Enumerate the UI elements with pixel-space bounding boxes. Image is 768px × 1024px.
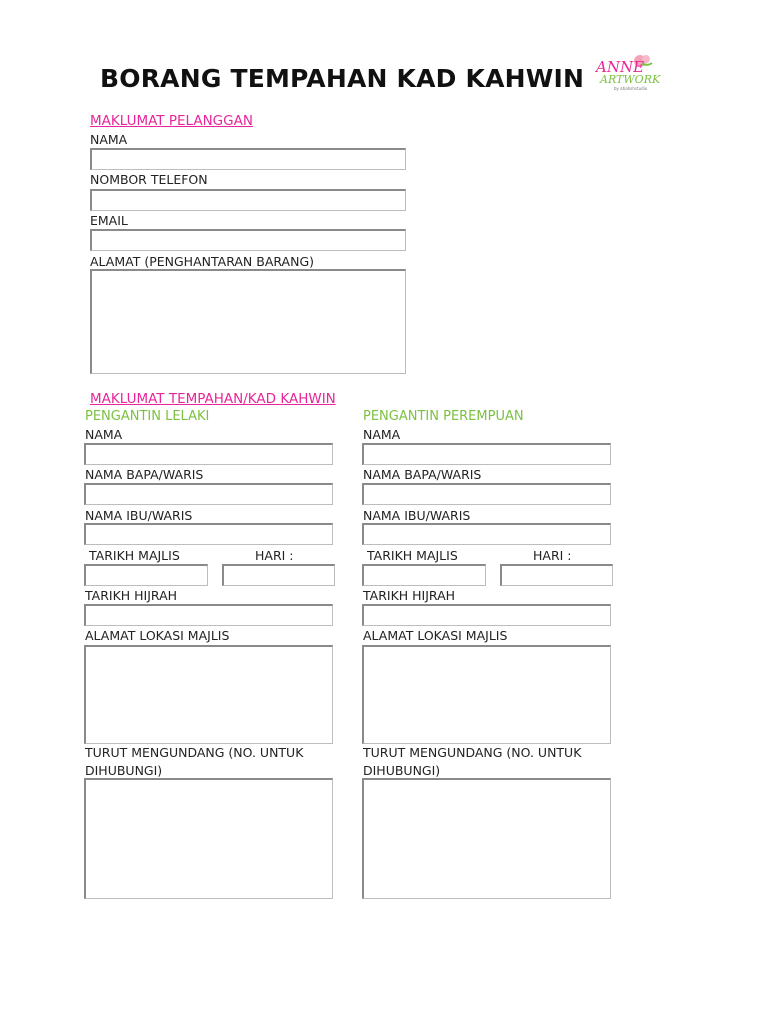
customer-email-label: EMAIL bbox=[90, 213, 128, 228]
bride-day-field[interactable] bbox=[500, 564, 613, 586]
customer-phone-field[interactable] bbox=[90, 189, 406, 211]
groom-day-label: HARI : bbox=[255, 548, 294, 563]
bride-mother-field[interactable] bbox=[362, 523, 611, 545]
bride-hijri-label: TARIKH HIJRAH bbox=[363, 588, 456, 603]
groom-venue-label: ALAMAT LOKASI MAJLIS bbox=[85, 628, 230, 643]
bride-date-label: TARIKH MAJLIS bbox=[367, 548, 458, 563]
bride-hijri-field[interactable] bbox=[362, 604, 611, 626]
bride-venue-field[interactable] bbox=[362, 645, 611, 744]
bride-day-label: HARI : bbox=[533, 548, 572, 563]
groom-venue-field[interactable] bbox=[84, 645, 333, 744]
bride-name-label: NAMA bbox=[363, 427, 401, 442]
page-title: BORANG TEMPAHAN KAD KAHWIN bbox=[100, 64, 585, 93]
groom-mother-field[interactable] bbox=[84, 523, 333, 545]
customer-name-field[interactable] bbox=[90, 148, 406, 170]
logo-word2: ARTWORK bbox=[600, 73, 661, 86]
customer-email-field[interactable] bbox=[90, 229, 406, 251]
logo-word1: ANNE bbox=[596, 58, 645, 76]
groom-date-label: TARIKH MAJLIS bbox=[89, 548, 180, 563]
logo-icon bbox=[592, 52, 668, 92]
bride-invite-field[interactable] bbox=[362, 778, 611, 899]
groom-day-field[interactable] bbox=[222, 564, 335, 586]
logo-tagline: by atiahshstudio bbox=[614, 86, 648, 91]
bride-father-field[interactable] bbox=[362, 483, 611, 505]
anne-artwork-logo bbox=[592, 52, 668, 92]
customer-name-label: NAMA bbox=[90, 132, 128, 147]
customer-phone-label: NOMBOR TELEFON bbox=[90, 172, 208, 187]
groom-mother-label: NAMA IBU/WARIS bbox=[85, 508, 193, 523]
customer-address-field[interactable] bbox=[90, 269, 406, 374]
bride-father-label: NAMA BAPA/WARIS bbox=[363, 467, 482, 482]
bride-invite-label-line2: DIHUBUNGI) bbox=[363, 763, 441, 778]
order-section-heading: MAKLUMAT TEMPAHAN/KAD KAHWIN bbox=[90, 391, 336, 407]
bride-name-field[interactable] bbox=[362, 443, 611, 465]
groom-heading: PENGANTIN LELAKI bbox=[85, 409, 210, 424]
bride-date-field[interactable] bbox=[362, 564, 486, 586]
groom-invite-label-line1: TURUT MENGUNDANG (NO. UNTUK bbox=[85, 745, 304, 760]
bride-invite-label-line1: TURUT MENGUNDANG (NO. UNTUK bbox=[363, 745, 582, 760]
groom-invite-field[interactable] bbox=[84, 778, 333, 899]
bride-venue-label: ALAMAT LOKASI MAJLIS bbox=[363, 628, 508, 643]
customer-section-heading: MAKLUMAT PELANGGAN bbox=[90, 113, 253, 129]
bride-heading: PENGANTIN PEREMPUAN bbox=[363, 409, 524, 424]
groom-hijri-field[interactable] bbox=[84, 604, 333, 626]
groom-father-field[interactable] bbox=[84, 483, 333, 505]
bride-mother-label: NAMA IBU/WARIS bbox=[363, 508, 471, 523]
groom-name-field[interactable] bbox=[84, 443, 333, 465]
customer-address-label: ALAMAT (PENGHANTARAN BARANG) bbox=[90, 254, 315, 269]
groom-invite-label-line2: DIHUBUNGI) bbox=[85, 763, 163, 778]
groom-date-field[interactable] bbox=[84, 564, 208, 586]
groom-name-label: NAMA bbox=[85, 427, 123, 442]
groom-father-label: NAMA BAPA/WARIS bbox=[85, 467, 204, 482]
groom-hijri-label: TARIKH HIJRAH bbox=[85, 588, 178, 603]
